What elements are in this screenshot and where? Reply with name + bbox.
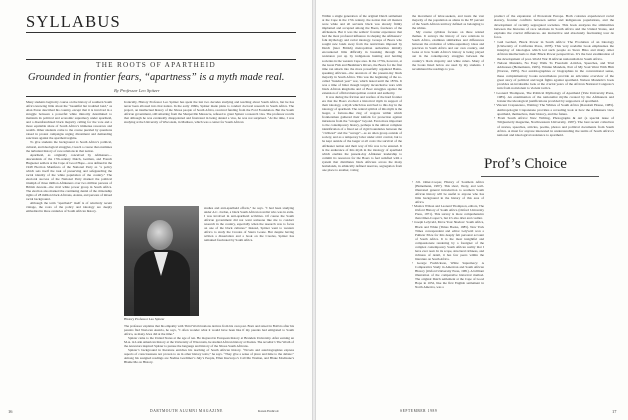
book-item: • Nelson Mandela, No Easy Walk To Freedom: Articles, Speeches, and Trial Addresses (Heinemann, 1965). Winnie Mandela, Part of My Soul Went With Him (Norton, 1985). Not autobiographies or biographies in the conventional sense, these complementary books nevertheless provide an articulate overview of the great story of political and legal fights against apartheid. Nelson Mandela’s book provides an invaluable look at the crucial years of the African National Congress’s turn from nonviolent to violent tactics. [494, 60, 614, 91]
paragraph: Many students begin my course on the history of southern South Africa knowing little about the “beautiful but troubled land,” as Alan Paton described his country, except that it is involved in a struggle between a powerful white minority determined to maintain its political and economic supremacy under apartheid, and a disenfranchised black majority calling for the vote and a more equitable share of South Africa’s immense resources and wealth. Other students come to the course puzzled by questions raised in protest campaigns urging divestment and demanding sanctions against the apartheid regime. [26, 100, 112, 141]
professor-photo [124, 206, 199, 316]
photo-head [147, 220, 173, 250]
paragraph: studies and anti-apartheid efforts,” he says. “I had been studying under A.C. Jordan, a black South African novelist who was in exile. I was involved in anti-apartheid activities. Of course the South African government did not want someone like me to conduct research in the country, especially when the research was to focus on one of the black cultures.” Instead, Spitzer went to western Africa to study the Creoles of Sierra Leone. But despite having written a dissertation and a book on the Creoles, Spitzer has remained fascinated by South Africa. [204, 206, 294, 243]
paragraph: The professor explains that his empathy with Third World nations derives from his own past. Born and raised in Bolivia after his parents fled Nazi-run Austria, he says, “I often wonder what it would have been like if my parents had emigrated to South Africa, as many Jews did at the time.” [124, 324, 294, 337]
section-title: SYLLABUS [26, 12, 121, 31]
header-rule [26, 32, 296, 33]
book-item: • Vincent Crapanzano, Waiting: The Whites of South Africa (Random House, 1985). Anthropologist Crapanzano provides a revealing look at how the Afrikaners view apartheid, themselves, their history, and the future. [494, 103, 614, 116]
paragraph: Spitzer came to the United States at the age of ten. He majored in European history at Brandeis University. After earning an M.A. in Latin American history at the University of Wisconsin, he studied African history at Ibadan. The novelist’s The Wrath of the Ancestors inspired Spitzer to pursue the language and history of the Xhosa South Africans. [124, 336, 294, 349]
footer-date: SEPTEMBER 1989 [400, 409, 438, 413]
book-item: • George Fredrickson, White Supremacy: A Comparative Study in American and South African History (Oxford University Press, 1981). A brilliant illustration of the comparative historical method. The original Dutch settlement at the Cape of Good Hope in 1652, like the first English settlement in North America, was a [412, 260, 484, 290]
right-page [316, 0, 628, 420]
paragraph: Apartheid, as originally conceived by Afrikaners—descendants of the 17th-century Dutch, German, and French Huguenot settlers at the Cape of Good Hope—was defined in the 1948 Election Manifesto of the National Party as “a policy which sets itself the task of preserving and safeguarding the racial identity of the white population of the country.” The electoral success of the National Party marked the political triumph of three million Afrikaners over two million persons of British descent—the rival white power group in South Africa. The election also marked the continuing denial of the citizenship rights of 28 million black Africans, Asians, and persons of mixed racial background. [26, 152, 112, 202]
book-item: • From South Africa: New Writing, Photographs & Art (a special issue of TriQuarterly magazine, Northwestern University, 1987). The best recent collection of stories, speeches, articles, poems, photos and political documents from South Africa. A must for anyone interested in understanding the terms of South Africa’s national and ideological resistance to apartheid. [494, 116, 614, 137]
photo-caption: History Professor Leo Spitzer [124, 317, 165, 321]
article-column-2 [322, 14, 402, 406]
book-item: • Monica Wilson and Leonard Thompson, editors, The Oxford History of South Africa (Oxford University Press, 1971). This survey is more comprehensive than Omer-Cooper’s, but it’s also drier and costlier. [412, 204, 484, 221]
paragraph: the movement of labor-seekers, and treats the vast majority of the population as aliens in the 87 percent of the South African territory defined as belonging to the whites. [412, 14, 484, 31]
sidebar-column-bottom [124, 324, 294, 408]
paragraph: Spitzer’s background in literature enriches his teaching of South African history. “Novels and autobiographies express aspects of consciousness not proven to us in other history texts,” he says. “They give a sense of place and time to the debate.” Among his assigned readings are Nadine Gordimer’s July’s People, Ellen Kuzwayo’s Call Me Woman, and Bloke Modisane’s Blame Me on History. [124, 348, 294, 365]
book-item: • Leonard Thompson, The Political Mythology of Apartheid (Yale University Press, 1985). An examination of the nationalist myths created by the Afrikaners and bolster the ideological justifications provided by supporters of apartheid. [494, 90, 614, 103]
profs-choice-column [412, 180, 484, 406]
book-item: • J.D. Omer-Cooper, History of Southern Africa (Heinemann, 1987). This short, lively, and well-illustrated general introduction to southern South African history will be useful to anyone who has little background in the history of this area of Africa. [412, 180, 484, 205]
article-column-1 [26, 100, 112, 402]
paragraph: It was during the friction and warfare of the hard frontier era that the Boers evolved a historical myth in support of their ideology, a myth which has survived to this day in the ideology of apartheid. The central symbol of this myth is the laager, a fortress-like ring of wagons within which frontiersmen gathered their kinfolk for protection against intrusions from the “savages” beyond. Even more important to the contemporary history, perhaps is the almost complete identification of a fixed set of rigid boundaries between the “civilized” and the “savage”—as an alien group outside of society, and as a temporary labor under strict control, but to be kept outside of the laager at all costs: the survival of the Afrikaner nation and their way of life was to be ensured. It is the endurance of this myth in the ideology of apartheid which enables the present-day Afrikaner leadership to commit its resources for the Boers to feel satisfied with a system that distributes black Africans across the many homelands, in ethnically defined reserves, segregation from one place to another, voting [322, 94, 402, 172]
paragraph: product of the expansion of Protestant Europe. Both colonies experienced racial slavery, frontier conflicts between settler and indigenous populations, and the development of racially segregated societies. This book analyzes the similarities between the histories of race relations in South Africa and the United States, and explains the crucial differences. An instructive and absolutely fascinating tour de force. [494, 14, 614, 40]
paragraph: Although the term “apartheid” itself is of relatively recent vintage, the roots of the policy and ideology are deeply embedded in three centuries of South African history. [26, 201, 112, 214]
page-number-right: 17 [612, 409, 617, 414]
title-rule-top [26, 59, 296, 60]
article-deck: Grounded in frontier fears, “apartness” is a myth made real. [28, 72, 285, 83]
sidebar-column-right [204, 206, 294, 324]
paragraph: To give students the background to South Africa’s political, cultural, and ideological struggles, I teach a course that examines the turbulent history of race relations in that nation. [26, 140, 112, 153]
profs-choice-heading: Prof’s Choice [484, 156, 567, 172]
paragraph: Within a single generation of the original Dutch settlement at the Cape in the 17th century, the notion that all masters were white and all servants black was already firmly implanted and accepted among the Boers, forebears of the Afrikaners. But it was the settlers’ frontier experience that had the most profound influence in shaping the Afrikaners’ folk mythology and racial ideology. Groups of Boers who sought new lands away from the restrictions imposed by Dutch (later British) metropolitan authorities initially encountered little difficulty in breaking through the resistance put up by indigenous hunting and herding societies in the western Cape area. In the 1770s, however, at the Great Fish and Bushman’s Rivers, the Boers for the first time ran smack into the more powerfully organized Bantu-speaking Africans—the ancestors of the present-day black majority in South Africa. This was the beginning of the so-called “hundred year” war, which lasted until the 1870s. It was a time of bitter though largely inconclusive wars with black African kingdoms and of Boer struggles against the extension of official metropolitan control and authority. [322, 14, 402, 95]
left-page [0, 0, 312, 420]
article-column-3 [412, 14, 484, 144]
book-item: • Joseph Lelyveld, Move Your Shadow: South Africa, Black and White (Times Books, 1985). New York Times correspondent and editor Lelyveld won a Pulitzer Prize for this deeply felt personal account of South Africa. It is the most insightful and compassionate rendering by a foreigner of the complex contemporary South African reality that I have ever read. In its scope, structural richness, and richness of detail, it has few peers within the literature on South Africa. [412, 220, 484, 261]
reading-list-column [494, 14, 614, 406]
paragraph: Ironically, History Professor Leo Spitzer has spent the last two decades studying and teaching about South Africa, but he has never been allowed into that nation. In the early 1960s, Spitzer made plans to conduct doctoral research in South Africa. The project, an intellectual history of the Xhosa people of South Africa, received funding from the Ford Foundation. But the South African government, still smarting from the Sharpeville Massacre, refused to grant Spitzer a research visa. The professor recalls that although he was eventually disappointed and frustrated in being denied a visa, he was not surprised. “At the time, I was studying at the University of Wisconsin, in Madison, which was a center for South African [124, 100, 294, 125]
sidebar-column-top [124, 100, 294, 204]
page-number-left: 16 [8, 409, 13, 414]
book-item: • Gail Gerhart, Black Power in South Africa: The Evolution of an Ideology (University of California Press, 1978). This very readable book emphasizes the interplay of ideologies which led such people as Steve Biko and many other African intellectuals to their Black Power perspectives. It’s the best examination of the development of post–World War II African nationalism in South Africa. [494, 39, 614, 61]
signature: Karen Endicott [258, 409, 279, 413]
byline: By Professor Leo Spitzer [114, 88, 160, 93]
paragraph: My course syllabus focuses on three related themes. It surveys the history of race relations in South Africa, examines similarities and differences between the evolution of white-supremacy ideas and practices in South Africa and our own country, and looks at how South Africa’s history is being played out in the contemporary struggles between the country’s black majority and white rulers. Many of the books listed below are used by my students. I recommend the readings to you. [412, 30, 484, 71]
footer-publication: DARTMOUTH ALUMNI MAGAZINE [150, 409, 223, 413]
title-rule-bottom [26, 96, 296, 97]
article-title: THE ROOTS OF APARTHEID [96, 61, 216, 69]
